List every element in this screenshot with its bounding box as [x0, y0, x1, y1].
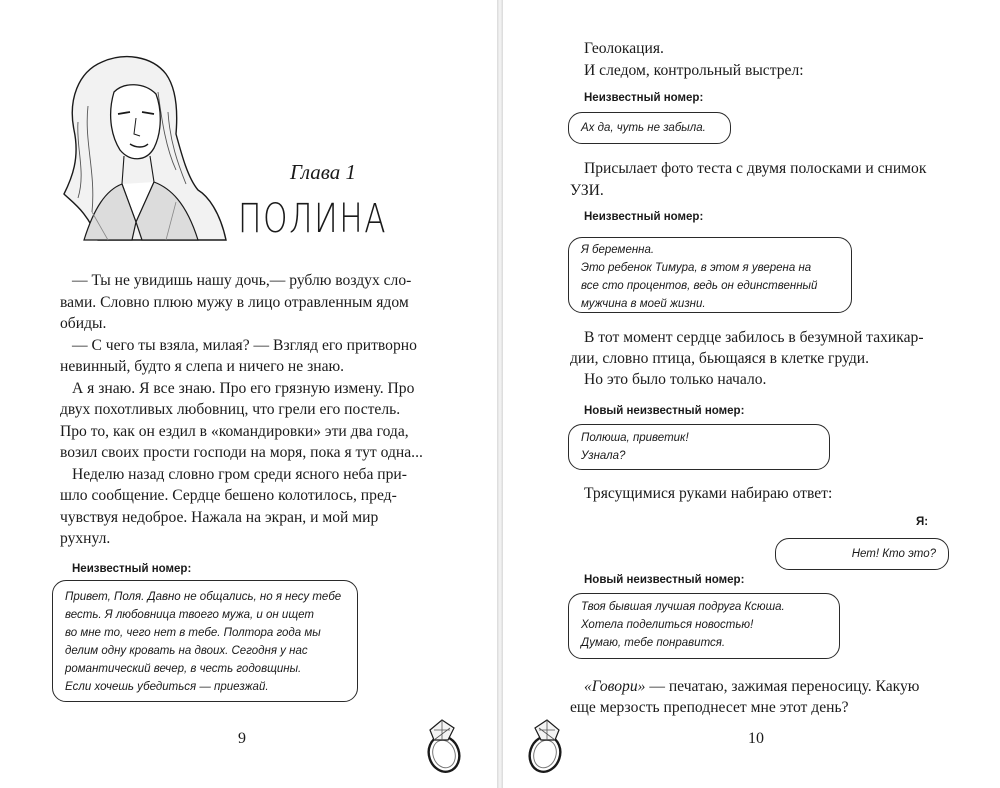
body-line: еще мерзость преподнесет мне этот день?	[570, 699, 849, 716]
message-sender: Неизвестный номер:	[584, 211, 704, 223]
message-bubble	[568, 424, 830, 470]
page-number: 9	[238, 730, 246, 747]
message-line: Полюша, приветик!	[581, 432, 689, 444]
body-line: А я знаю. Я все знаю. Про его грязную измену. Про	[72, 380, 415, 397]
body-line: В тот момент сердце забилось в безумной тахикар-	[584, 329, 924, 346]
message-sender: Неизвестный номер:	[584, 92, 704, 104]
message-line: Это ребенок Тимура, в этом я уверена на	[581, 262, 812, 274]
body-line: Трясущимися руками набираю ответ:	[584, 485, 833, 502]
body-line: Про то, как он ездил в «командировки» эти два года,	[60, 423, 409, 440]
quoted-word: «Говори»	[584, 678, 646, 695]
message-sender: Я:	[916, 516, 929, 528]
message-line: делим одну кровать на двоих. Сегодня у нас	[65, 645, 308, 657]
message-line: мужчина в моей жизни.	[581, 298, 706, 310]
message-bubble	[568, 593, 840, 659]
body-line: вами. Словно плюю мужу в лицо отравленным ядом	[60, 294, 409, 311]
chapter-title: ПОЛИНА	[238, 196, 388, 242]
woman-portrait-illustration	[58, 52, 228, 248]
message-line: во мне то, чего нет в тебе. Полтора года мы	[65, 627, 321, 639]
message-line: Нет! Кто это?	[851, 548, 936, 560]
message-line: Если хочешь убедиться — приезжай.	[65, 681, 269, 693]
body-line: двух похотливых любовниц, что грели его постель.	[60, 401, 401, 418]
body-line: рухнул.	[60, 530, 111, 547]
message-sender: Неизвестный номер:	[72, 563, 192, 575]
body-line	[584, 676, 919, 698]
body-line: Неделю назад словно гром среди ясного неба при-	[72, 466, 407, 483]
message-line: весть. Я любовница твоего мужа, и он ищет	[65, 609, 314, 621]
ring-icon	[525, 716, 569, 776]
message-line: Хотела поделиться новостью!	[581, 619, 754, 631]
message-line: Твоя бывшая лучшая подруга Ксюша.	[581, 601, 785, 613]
body-line: Но это было только начало.	[584, 371, 767, 388]
message-sender: Новый неизвестный номер:	[584, 405, 745, 417]
body-line: шло сообщение. Сердце бешено колотилось, пред-	[60, 487, 397, 504]
body-line: обиды.	[60, 315, 107, 332]
message-bubble	[568, 237, 852, 313]
body-line: Присылает фото теста с двумя полосками и снимок	[584, 160, 927, 177]
message-line: Я беременна.	[581, 244, 655, 256]
chapter-label: Глава 1	[290, 160, 356, 184]
body-line: Геолокация.	[584, 40, 664, 57]
message-line: Узнала?	[581, 450, 626, 462]
body-line: И следом, контрольный выстрел:	[584, 62, 804, 79]
body-line: УЗИ.	[570, 182, 604, 199]
body-line: дии, словно птица, бьющаяся в клетке груди.	[570, 350, 870, 367]
message-line: все сто процентов, ведь он единственный	[581, 280, 818, 292]
message-bubble	[52, 580, 358, 702]
body-line: невинный, будто я слепа и ничего не знаю.	[60, 358, 345, 375]
body-line: — С чего ты взяла, милая? — Взгляд его притворно	[72, 337, 417, 354]
body-text: — печатаю, зажимая переносицу. Какую	[645, 678, 920, 695]
body-line: — Ты не увидишь нашу дочь,— рублю воздух сло-	[72, 272, 412, 289]
body-line: чувствуя недоброе. Нажала на экран, и мой мир	[60, 509, 379, 526]
message-line: романтический вечер, в честь годовщины.	[65, 663, 302, 675]
message-line: Привет, Поля. Давно не общались, но я несу тебе	[65, 591, 342, 603]
message-bubble	[775, 538, 949, 570]
message-line: Думаю, тебе понравится.	[581, 637, 726, 649]
ring-icon	[420, 716, 464, 776]
right-page	[503, 0, 1000, 788]
message-sender: Новый неизвестный номер:	[584, 574, 745, 586]
message-line: Ах да, чуть не забыла.	[581, 122, 706, 134]
page-number: 10	[748, 730, 764, 747]
left-page	[0, 0, 497, 788]
body-line: возил своих прости господи на моря, пока я тут одна...	[60, 444, 423, 461]
message-bubble	[568, 112, 731, 144]
